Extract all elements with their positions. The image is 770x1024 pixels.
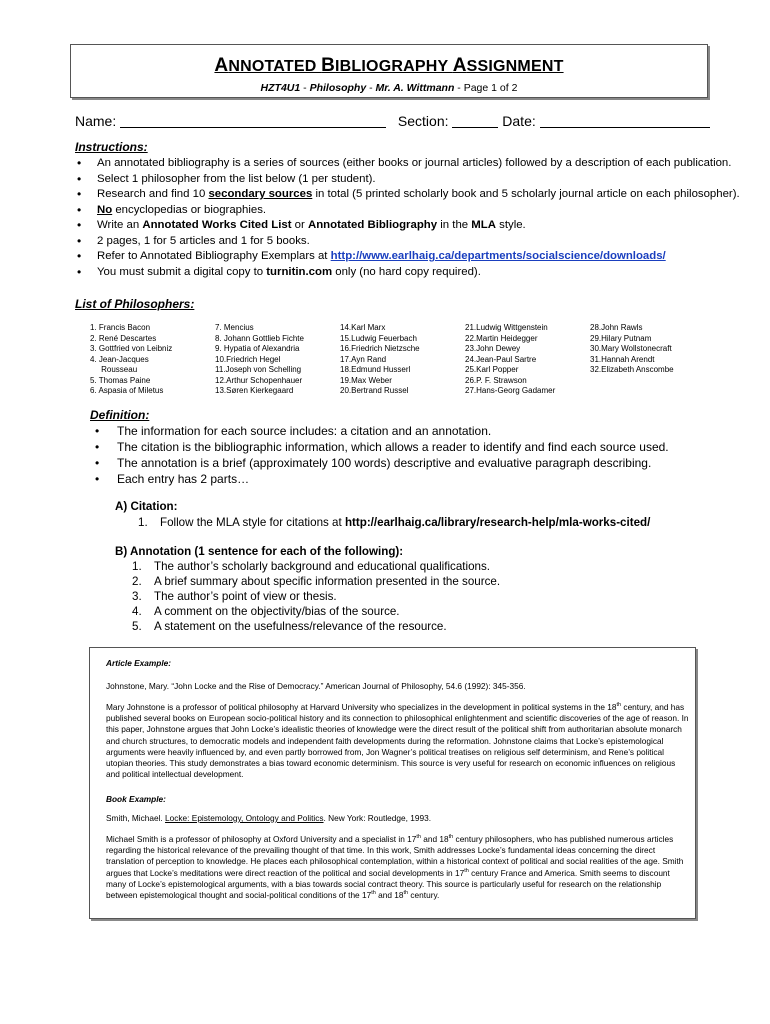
annotation-item: 5. A statement on the usefulness/relevance of the resource.: [132, 620, 447, 633]
article-citation: Johnstone, Mary. “John Locke and the Rise of Democracy.” American Journal of Philosophy, 54.6 (1992): 345-356.: [106, 681, 526, 691]
annotation-item: 4. A comment on the objectivity/bias of the source.: [132, 605, 400, 618]
definition-heading: Definition:: [90, 408, 150, 422]
name-label: Name:: [75, 113, 117, 129]
philosopher-item: 10.Friedrich Hegel: [215, 354, 281, 364]
instruction-item: • You must submit a digital copy to turnitin.com only (no hard copy required).: [75, 265, 740, 281]
philosopher-item: 3. Gottfried von Leibniz: [90, 344, 173, 353]
title-box: [70, 44, 708, 98]
definition-item: • The citation is the bibliographic information, which allows a reader to identify and find each source used.: [95, 439, 669, 455]
philosopher-item: 11.Joseph von Schelling: [215, 365, 302, 374]
section-field[interactable]: [452, 113, 498, 128]
philosopher-item: 25.Karl Popper: [465, 365, 519, 374]
instruction-item: • Refer to Annotated Bibliography Exemplars at http://www.earlhaig.ca/departments/socialscience/downloads/: [75, 249, 740, 265]
student-info-line: [75, 113, 710, 129]
philosopher-item: 5. Thomas Paine: [90, 375, 151, 385]
philosopher-item: 29.Hilary Putnam: [590, 333, 652, 343]
document-title: ANNOTATED BIBLIOGRAPHY ASSIGNMENT: [214, 55, 564, 76]
philosopher-item: 12.Arthur Schopenhauer: [215, 375, 303, 385]
citation-list: [138, 515, 650, 530]
philosopher-item: 26.P. F. Strawson: [465, 375, 527, 385]
philosopher-item: 21.Ludwig Wittgenstein: [465, 323, 548, 332]
annotation-item: 2. A brief summary about specific information presented in the source.: [132, 575, 501, 588]
citation-item: 1. Follow the MLA style for citations at http://earlhaig.ca/library/research-help/mla-works-cited/: [138, 516, 651, 529]
philosopher-item: 31.Hannah Arendt: [590, 354, 655, 364]
philosopher-item: 23.John Dewey: [465, 344, 521, 353]
section-label: Section:: [397, 113, 449, 129]
date-label: Date:: [502, 113, 536, 129]
book-citation: Smith, Michael. Locke: Epistemology, Ontology and Politics. New York: Routledge, 1993.: [106, 813, 432, 823]
philosopher-item: 14.Karl Marx: [340, 323, 386, 332]
instruction-item: • Write an Annotated Works Cited List or Annotated Bibliography in the MLA style.: [75, 218, 740, 234]
annotation-item: 3. The author’s point of view or thesis.: [132, 590, 337, 603]
philosophers-column-1: [90, 323, 172, 397]
philosopher-item: 32.Elizabeth Anscombe: [590, 365, 674, 374]
instruction-item: • No encyclopedias or biographies.: [75, 203, 740, 219]
annotation-list: [132, 559, 500, 634]
philosopher-item: 27.Hans-Georg Gadamer: [465, 386, 556, 395]
instruction-item: • 2 pages, 1 for 5 articles and 1 for 5 books.: [75, 234, 740, 250]
philosopher-item: 30.Mary Wollstonecraft: [590, 344, 672, 353]
philosopher-item: 4. Jean-Jacques: [90, 354, 149, 364]
philosopher-item: 28.John Rawls: [590, 323, 643, 332]
annotation-item: 1. The author’s scholarly background and educational qualifications.: [132, 560, 491, 573]
philosophers-heading: List of Philosophers:: [75, 297, 195, 311]
philosopher-item: 9. Hypatia of Alexandria: [215, 344, 300, 353]
definition-list: [95, 423, 669, 487]
book-annotation: Michael Smith is a professor of philosophy at Oxford University and a specialist in 17th and 18th century philosophers, who has published numerous articles regarding the historical relevance of the prevailing thought of that time. In this work, Smith addresses Locke’s fundamental ideas concerning the direct translation of perception to knowledge. He places each philosophical contemplation, within a historical context of political and social realities of the age. Smith argues that Locke’s meditations were direct reaction of the political and social developments in 17th century France and America. Smith seems to discount many of Locke’s epistemological arguments, with a bias towards social contract theory. This source is particularly useful for research on the relationship between epistemological thought and social-political conditions of the 17th and 18th century.: [106, 834, 684, 901]
philosopher-item: 8. Johann Gottlieb Fichte: [215, 333, 304, 343]
philosopher-item: 1. Francis Bacon: [90, 323, 151, 332]
philosophers-column-3: [340, 323, 420, 397]
citation-heading: A) Citation:: [115, 500, 178, 513]
philosophers-column-5: [590, 323, 674, 376]
name-field[interactable]: [120, 113, 386, 128]
philosopher-item: 7. Mencius: [215, 323, 254, 332]
instruction-item: • An annotated bibliography is a series of sources (either books or journal articles) followed by a description of each publication.: [75, 156, 740, 172]
definition-item: • The annotation is a brief (approximately 100 words) descriptive and evaluative paragraph describing.: [95, 455, 669, 471]
article-example-heading: Article Example:: [106, 658, 172, 668]
philosopher-item: 15.Ludwig Feuerbach: [340, 333, 417, 343]
philosopher-item: 17.Ayn Rand: [340, 354, 387, 364]
philosopher-item: 20.Bertrand Russel: [340, 386, 409, 395]
philosopher-item: 18.Edmund Husserl: [340, 365, 411, 374]
article-annotation: Mary Johnstone is a professor of political philosophy at Harvard University who specializes in the development in political systems in the 18th century, and has published several books on European socio-political history and its connection to philosophical enlightenment and scientific discoveries of the age of reason. In this paper, Johnstone argues that John Locke’s idealistic theories of knowledge were the direct result of the political shift from authoritarian absolute monarch and church structures, to democratic models and independent faith developments during the reformation. Johnstone claims that Locke’s epistemological arguments were heavily influenced by, and even partly borrowed from, Jon Wagner’s political treatises on religious self determinism, and Rene’s political utopian theories. This study demonstrates a bias toward economic determinism. This source is very useful for research on economic influences on religious and political intellectual development.: [106, 702, 689, 780]
instruction-item: • Research and find 10 secondary sources in total (5 printed scholarly book and 5 scholarly journal article on each philosopher).: [75, 187, 740, 203]
philosopher-item: 6. Aspasia of Miletus: [90, 386, 164, 395]
philosopher-item: 2. René Descartes: [90, 333, 157, 343]
philosopher-item: 22.Martin Heidegger: [465, 333, 538, 343]
mla-link[interactable]: http://earlhaig.ca/library/research-help/mla-works-cited/: [344, 516, 651, 529]
instruction-item: • Select 1 philosopher from the list below (1 per student).: [75, 172, 740, 188]
document-subtitle: HZT4U1 - Philosophy - Mr. A. Wittmann - Page 1 of 2: [260, 82, 518, 94]
exemplars-link[interactable]: http://www.earlhaig.ca/departments/socialscience/downloads/: [330, 250, 666, 262]
annotation-heading: B) Annotation (1 sentence for each of the following):: [115, 545, 404, 558]
philosopher-item: 19.Max Weber: [340, 375, 392, 385]
philosopher-item: 24.Jean-Paul Sartre: [465, 354, 537, 364]
instructions-heading: Instructions:: [75, 140, 148, 154]
instructions-list: [75, 156, 740, 280]
philosopher-item: Rousseau: [90, 365, 138, 374]
definition-item: • Each entry has 2 parts…: [95, 471, 669, 487]
date-field[interactable]: [540, 113, 710, 128]
philosophers-column-4: [465, 323, 555, 397]
philosopher-item: 13.Søren Kierkegaard: [215, 386, 294, 395]
definition-item: • The information for each source includes: a citation and an annotation.: [95, 423, 669, 439]
book-example-heading: Book Example:: [106, 794, 166, 804]
philosophers-column-2: [215, 323, 304, 397]
philosopher-item: 16.Friedrich Nietzsche: [340, 344, 420, 353]
